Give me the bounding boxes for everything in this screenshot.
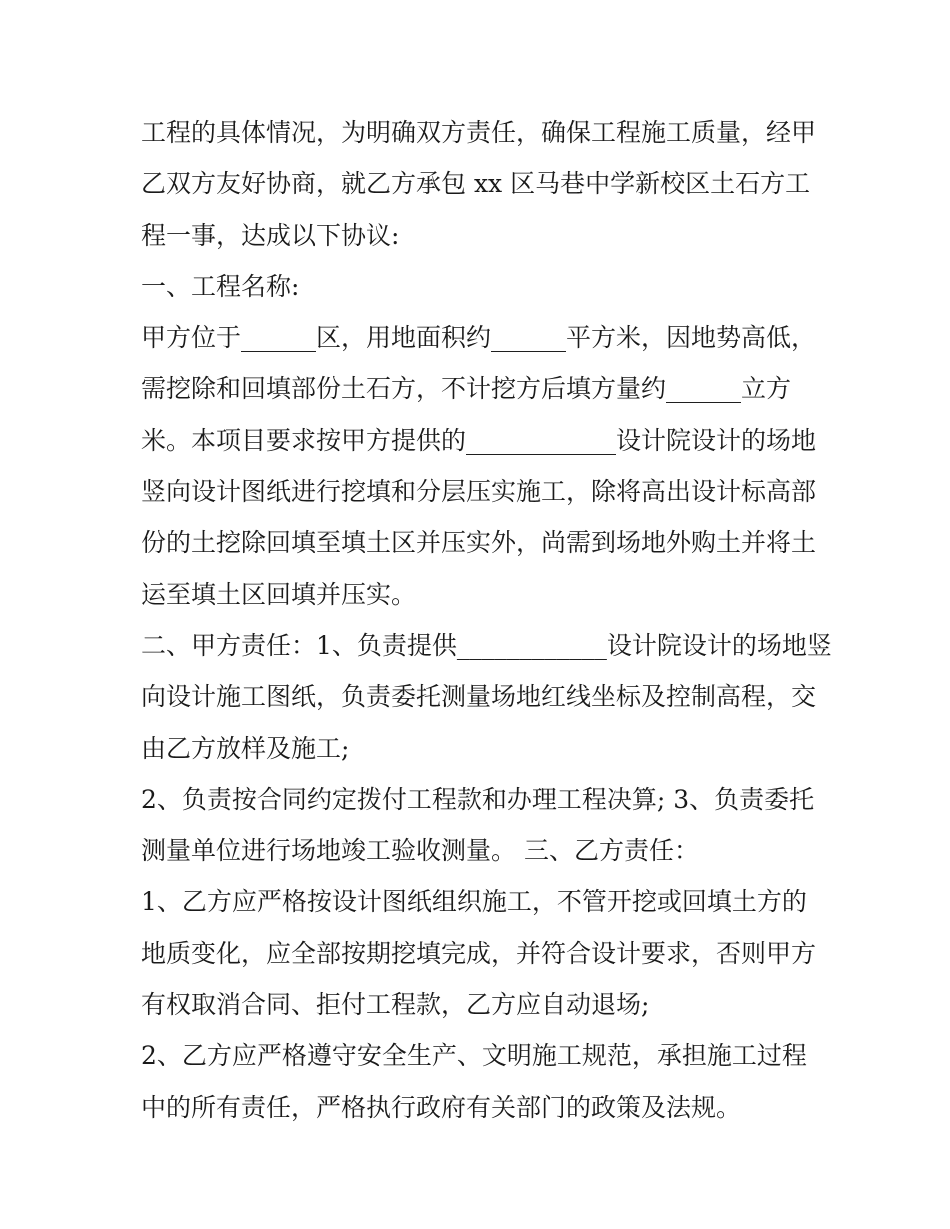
text-line: 地质变化，应全部按期挖填完成，并符合设计要求，否则甲方 [141, 938, 817, 968]
text-line: 由乙方放样及施工; [141, 733, 350, 763]
text-line: 乙双方友好协商，就乙方承包 xx 区马巷中学新校区土石方工 [141, 169, 811, 199]
text-line: 竖向设计图纸进行挖填和分层压实施工，除将高出设计标高部 [141, 477, 817, 507]
text-line: 中的所有责任，严格执行政府有关部门的政策及法规。 [141, 1092, 742, 1122]
text-line: 米。本项目要求按甲方提供的____________设计院设计的场地 [141, 425, 817, 455]
text-line: 2、乙方应严格遵守安全生产、文明施工规范，承担施工过程 [141, 1041, 807, 1071]
text-line: 1、乙方应严格按设计图纸组织施工，不管开挖或回填土方的 [141, 887, 807, 917]
text-line: 向设计施工图纸，负责委托测量场地红线坐标及控制高程，交 [141, 682, 817, 712]
text-line: 份的土挖除回填至填土区并压实外，尚需到场地外购土并将土 [141, 528, 817, 558]
text-line: 有权取消合同、拒付工程款，乙方应自动退场; [141, 990, 650, 1020]
text-line: 程一事，达成以下协议: [141, 220, 400, 250]
text-line: 运至填土区回填并压实。 [141, 579, 417, 609]
section-heading: 二、甲方责任：1、负责提供____________设计院设计的场地竖 [141, 630, 832, 660]
text-line: 测量单位进行场地竣工验收测量。 三、乙方责任： [141, 836, 699, 866]
text-line: 工程的具体情况，为明确双方责任，确保工程施工质量，经甲 [141, 118, 817, 147]
document-body [141, 107, 832, 1133]
text-line: 需挖除和回填部份土石方，不计挖方后填方量约______立方 [141, 374, 792, 404]
text-line: 甲方位于______区，用地面积约______平方米，因地势高低， [141, 323, 817, 353]
section-heading: 一、工程名称: [141, 271, 300, 301]
text-line: 2、负责按合同约定拨付工程款和办理工程决算; 3、负责委托 [141, 784, 815, 814]
